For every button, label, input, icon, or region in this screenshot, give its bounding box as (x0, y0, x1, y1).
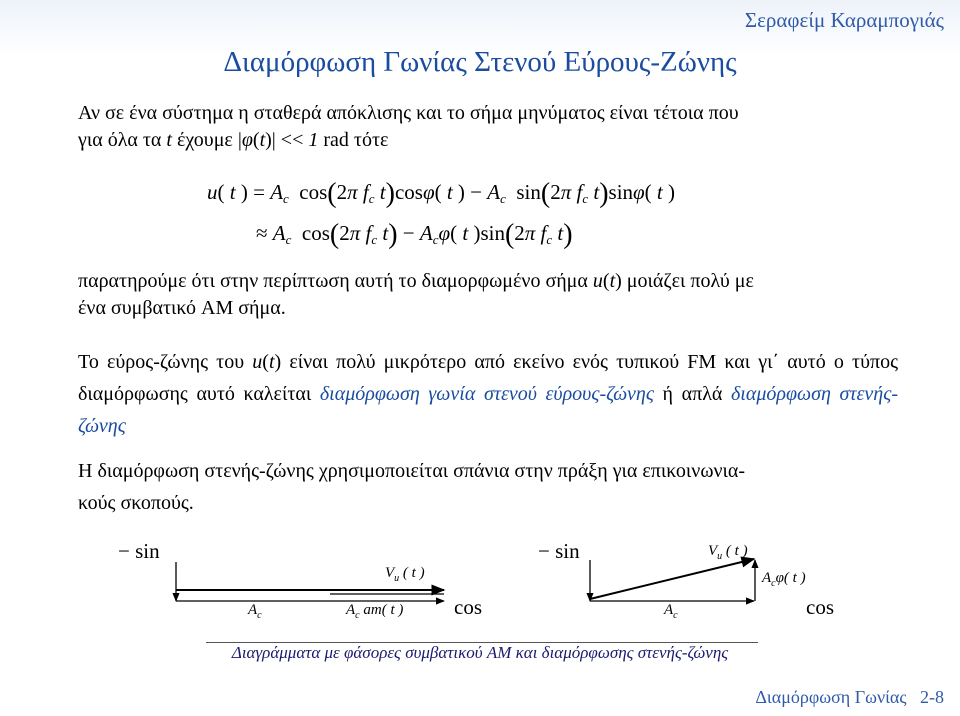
bandwidth-paragraph: Το εύρος-ζώνης του u(t) είναι πολύ μικρότερο από εκείνο ενός τυπικού FM και γι΄ αυτό ο τύπος διαμόρφωσης αυτό καλείται διαμόρφωση γωνία στενού εύρους-ζώνης ή απλά διαμόρφωση στενής-ζώνης (78, 351, 899, 437)
intro-line-2: για όλα τα t έχουμε |φ(t)| << 1 rad τότε (78, 129, 389, 151)
figure-caption: Διαγράμματα με φάσορες συμβατικού AM και διαμόρφωσης στενής-ζώνης (231, 643, 729, 662)
observation-line-1: παρατηρούμε ότι στην περίπτωση αυτή το διαμορφωμένο σήμα u(t) μοιάζει πολύ με (78, 270, 754, 292)
am-phasor-diagram (118, 539, 482, 621)
footer-section: Διαμόρφωση Γωνίας (755, 687, 907, 707)
nb-acphi-label: $A_c\varphi$( t ) (762, 570, 806, 589)
am-vu-label: $V_u$ ( t ) (385, 565, 425, 584)
page-number: 2-8 (920, 687, 944, 707)
am-cos-label: cos (454, 595, 482, 619)
nb-sin-label: − sin (538, 539, 580, 563)
nb-ac-label: $A_c$ (664, 602, 678, 621)
emphasis-narrowband: διαμόρφωση στενής-ζώνης (78, 383, 899, 437)
usage-line-2: κούς σκοπούς. (78, 492, 194, 514)
am-acam-label: $A_c$ am( t ) (346, 602, 404, 621)
equation-line-1: u( t ) = $A_c$ cos(2π $f_c$ t)cosφ( t ) − $A_c$ sin(2π $f_c$ t)sinφ( t ) (207, 178, 675, 209)
intro-line-1: Αν σε ένα σύστημα η σταθερά απόκλισης και το σήμα μηνύματος είναι τέτοια που (78, 102, 739, 124)
usage-line-1: Η διαμόρφωση στενής-ζώνης χρησιμοποιείται σπάνια στην πράξη για επικοινωνια- (78, 460, 746, 482)
nb-cos-label: cos (806, 595, 834, 619)
nb-resultant-phasor (590, 559, 754, 599)
emphasis-narrowband-angle: διαμόρφωση γωνία στενού εύρους-ζώνης (319, 383, 654, 405)
footer (755, 687, 944, 708)
slide-title: Διαμόρφωση Γωνίας Στενού Εύρους-Ζώνης (223, 46, 737, 78)
nb-vu-label: $V_u$ ( t ) (708, 543, 748, 562)
am-sin-label: − sin (118, 539, 160, 563)
narrowband-phasor-diagram (538, 539, 834, 621)
equation-line-2: ≈ $A_c$ cos(2π $f_c$ $t) - A_c\varphi$( t )sin(2π $f_c$ t) (256, 219, 573, 250)
observation-line-2: ένα συμβατικό AM σήμα. (78, 297, 286, 319)
am-ac-label: $A_c$ (248, 602, 262, 621)
author-name: Σεραφείμ Καραμπογιάς (744, 8, 944, 32)
